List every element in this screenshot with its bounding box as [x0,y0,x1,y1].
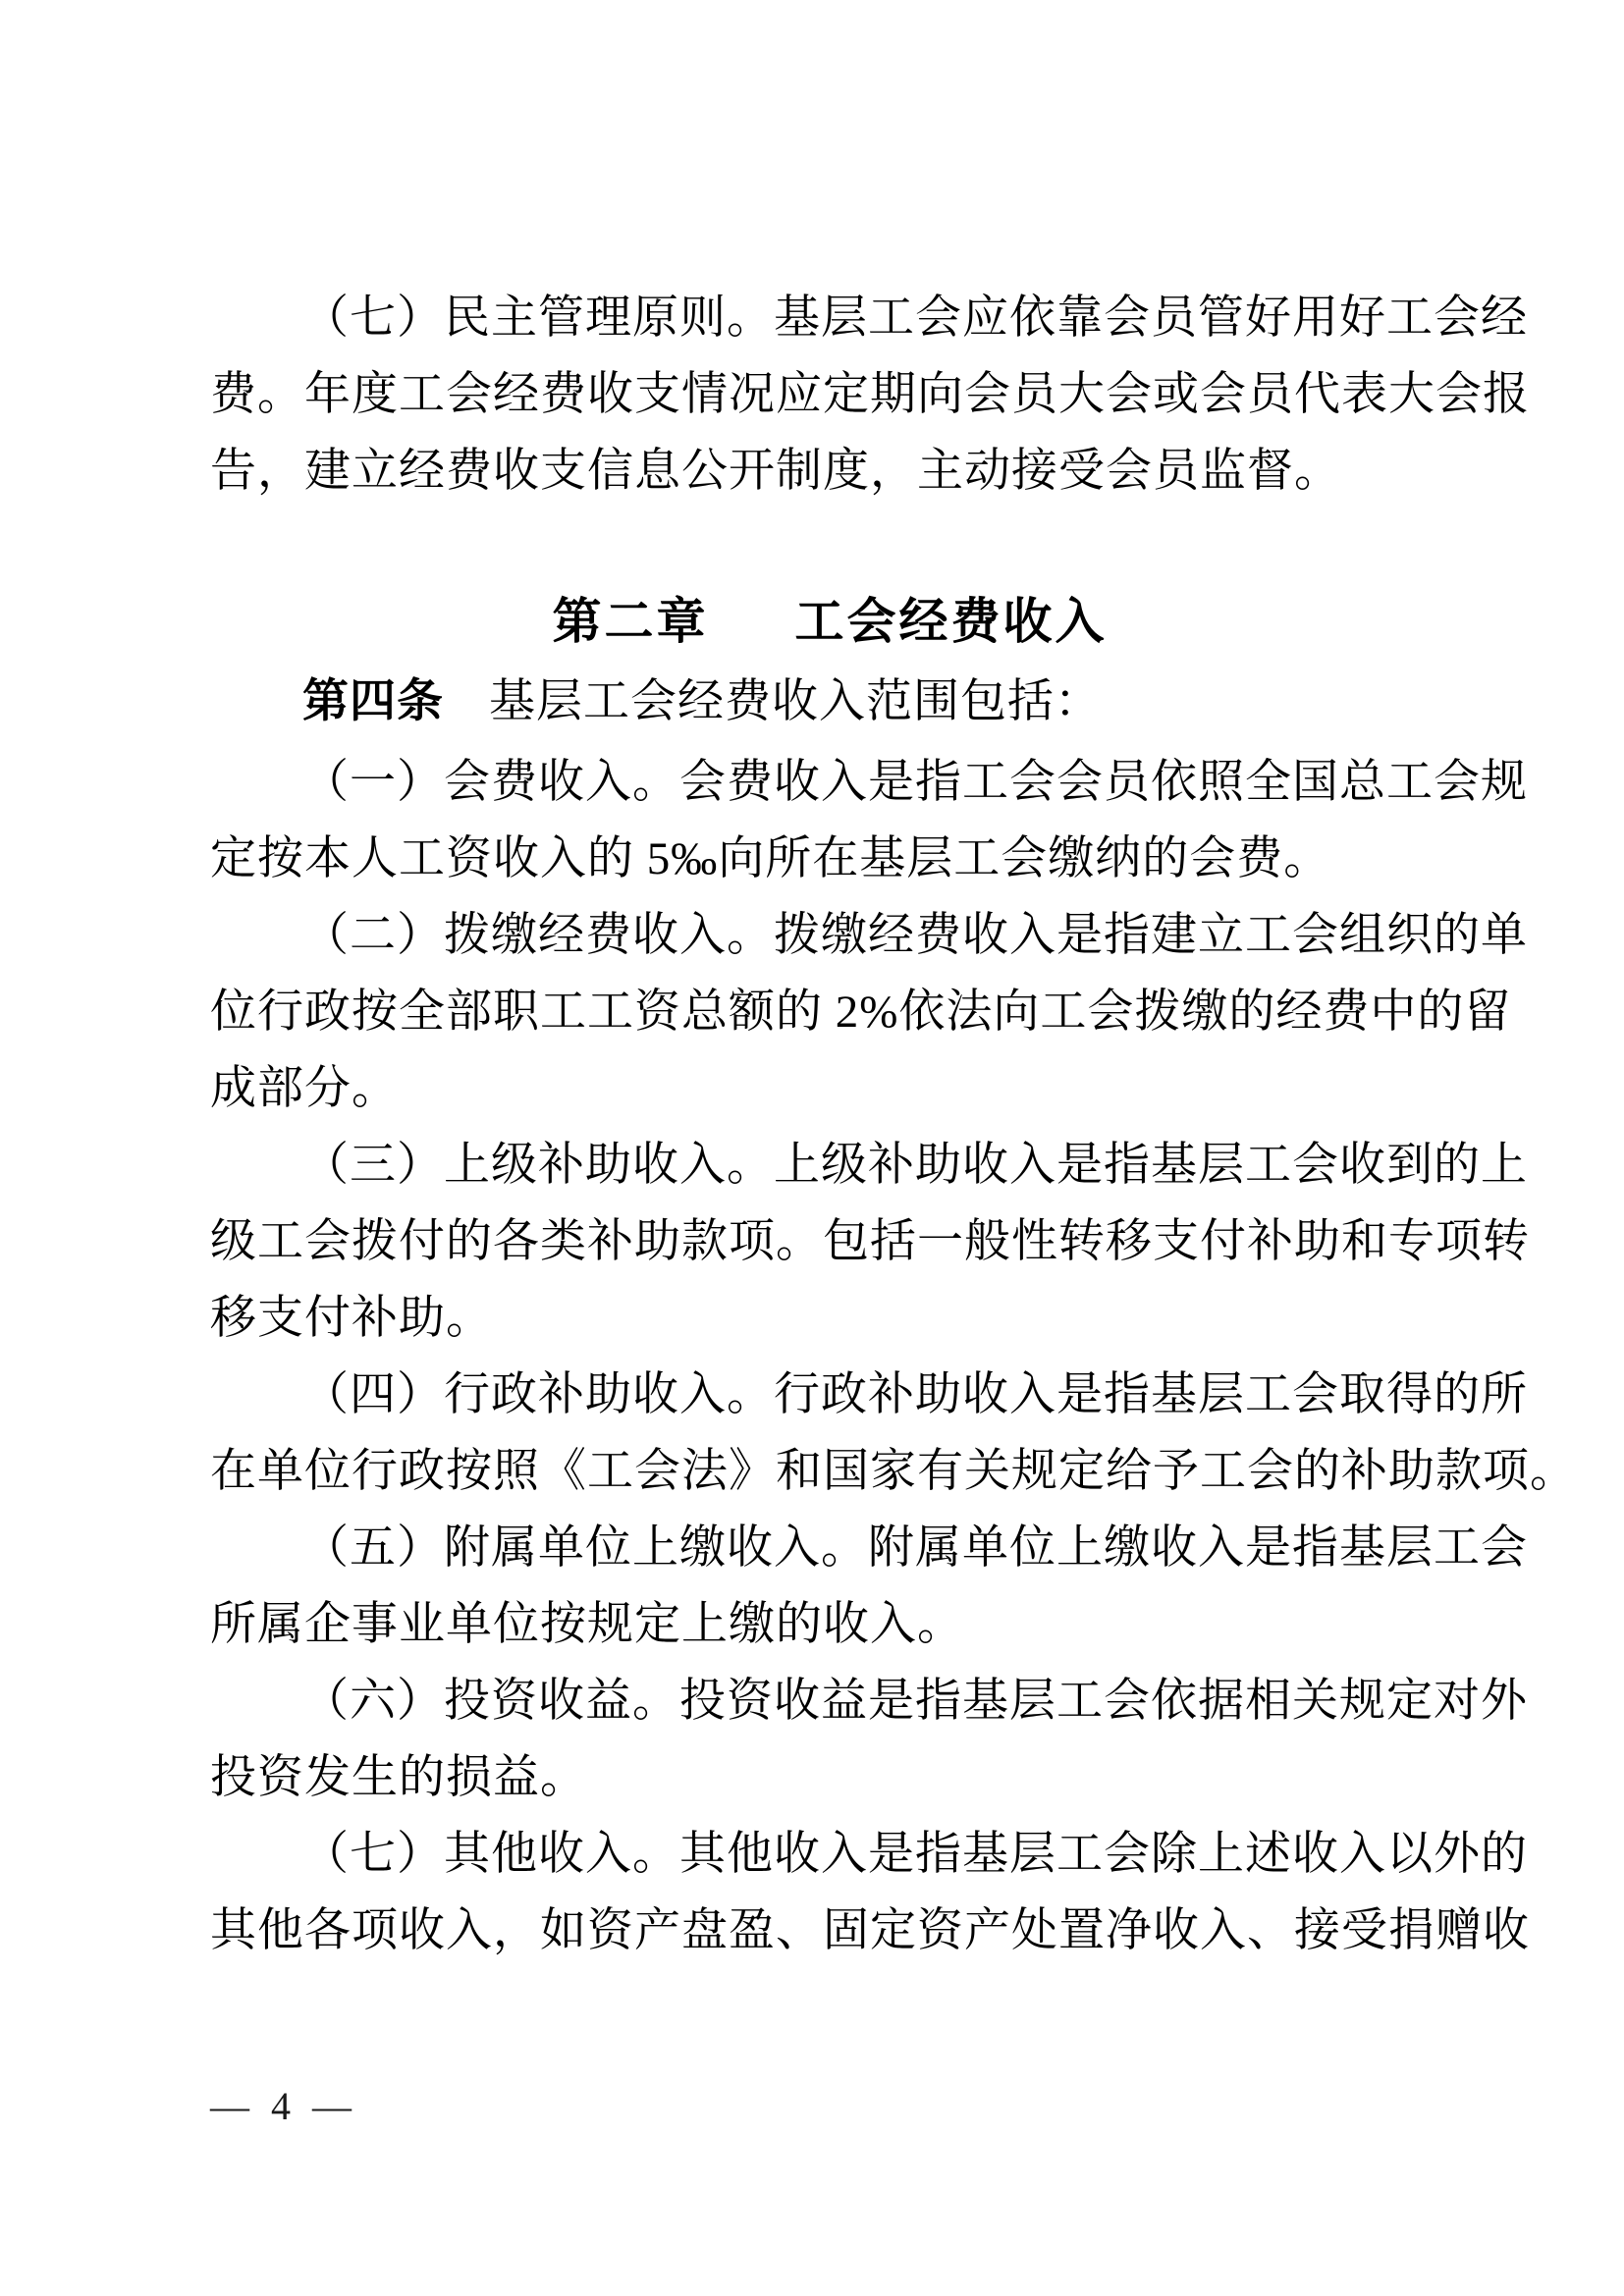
paragraph-line: 投资发生的损益。 [210,1752,587,1803]
paragraph-line: 在单位行政按照《工会法》和国家有关规定给予工会的补助款项。 [210,1446,1577,1497]
paragraph-line: （二）拨缴经费收入。拨缴经费收入是指建立工会组织的单 [302,910,1528,961]
paragraph-line: （七）民主管理原则。基层工会应依靠会员管好用好工会经 [302,293,1528,344]
paragraph-line: 告，建立经费收支信息公开制度，主动接受会员监督。 [210,446,1341,497]
chapter-number: 第二章 [552,594,709,649]
paragraph-line: 移支付补助。 [210,1293,493,1344]
paragraph-line: （四）行政补助收入。行政补助收入是指基层工会取得的所 [302,1369,1528,1420]
paragraph-line: 定按本人工资收入的 5‰向所在基层工会缴纳的会费。 [210,833,1331,884]
page-number: — 4 — [210,2084,357,2128]
paragraph-line: 级工会拨付的各类补助款项。包括一般性转移支付补助和专项转 [210,1216,1530,1267]
article-lead-text: 基层工会经费收入范围包括： [489,676,1102,727]
article-line [210,674,1623,729]
paragraph-line: 费。年度工会经费收支情况应定期向会员大会或会员代表大会报 [210,369,1530,420]
paragraph-line: （一）会费收入。会费收入是指工会会员依照全国总工会规 [302,757,1528,808]
paragraph-line: 所属企事业单位按规定上缴的收入。 [210,1599,964,1650]
paragraph-line: （六）投资收益。投资收益是指基层工会依据相关规定对外 [302,1676,1528,1727]
paragraph-line: （七）其他收入。其他收入是指基层工会除上述收入以外的 [302,1829,1528,1880]
chapter-heading [210,593,1449,650]
paragraph-line: （五）附属单位上缴收入。附属单位上缴收入是指基层工会 [302,1522,1528,1574]
paragraph-line: （三）上级补助收入。上级补助收入是指基层工会收到的上 [302,1140,1528,1191]
paragraph-line: 成部分。 [210,1063,399,1114]
paragraph-line: 其他各项收入，如资产盘盈、固定资产处置净收入、接受捐赠收 [210,1905,1530,1956]
paragraph-line: 位行政按全部职工工资总额的 2%依法向工会拨缴的经费中的留 [210,987,1512,1038]
article-label: 第四条 [302,676,444,727]
chapter-title: 工会经费收入 [794,594,1108,649]
